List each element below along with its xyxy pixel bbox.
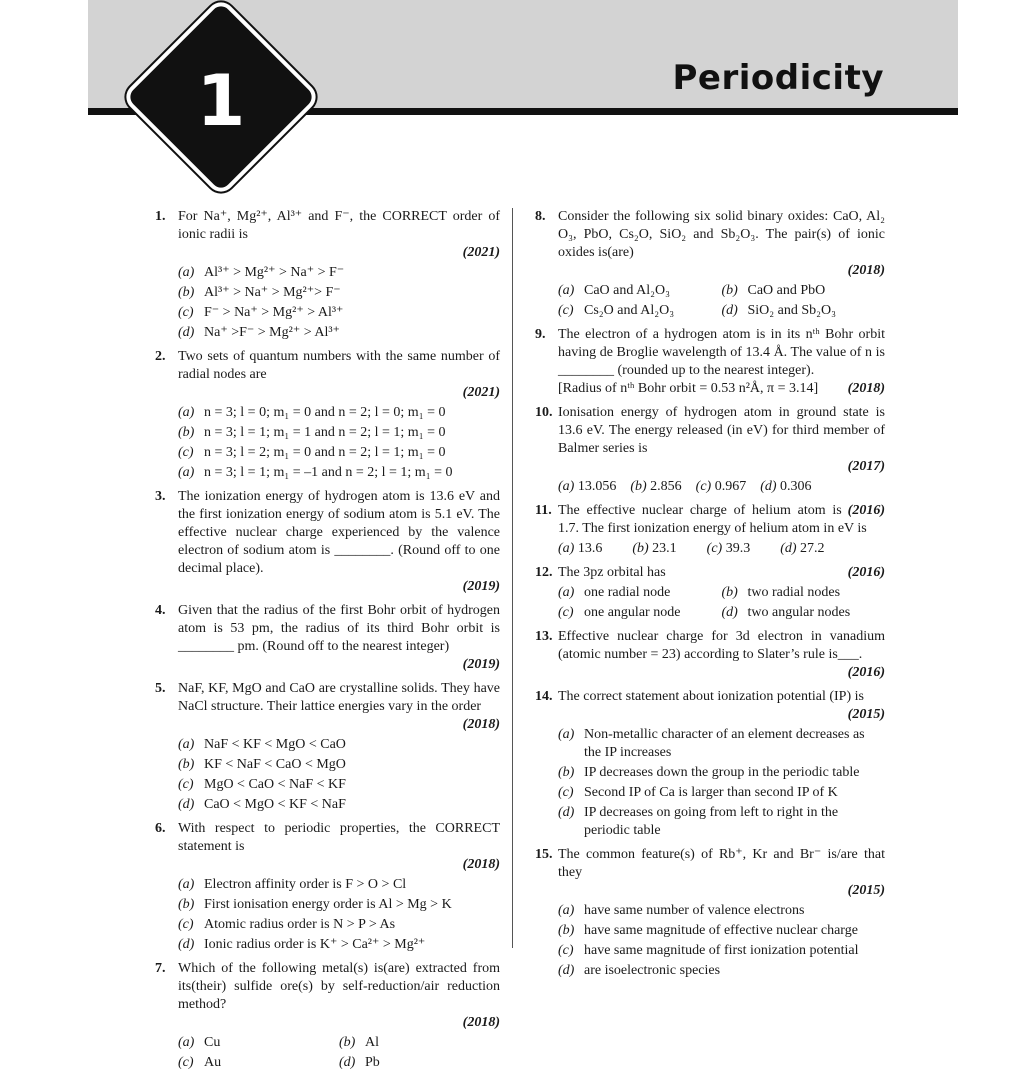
option-c[interactable]: (c) Second IP of Ca is larger than second IP of K <box>558 785 838 800</box>
option-c[interactable]: (c) have same magnitude of first ionization potential <box>558 943 859 958</box>
option-b[interactable]: (b) n = 3; l = 1; m₁ = 1 and n = 2; l = 1; m₁ = 0 <box>178 425 446 440</box>
option-a[interactable]: (a) CaO and Al₂O₃ <box>558 283 670 298</box>
question-text: The common feature(s) of Rb⁺, Kr and Br⁻ is/are that they <box>558 847 885 880</box>
option-c[interactable]: (c) MgO < CaO < NaF < KF <box>178 777 346 792</box>
option-a[interactable]: (a) Non-metallic character of an element decreases as the IP increases <box>558 727 865 760</box>
question-text: Ionisation energy of hydrogen atom in ground state is 13.6 eV. The energy released (in eV) for third member of Balmer series is <box>558 405 885 456</box>
question-number: 10. <box>535 405 553 420</box>
question-year: (2018) <box>847 263 885 278</box>
question-year: (2015) <box>847 883 885 898</box>
options-row <box>178 1054 500 1072</box>
question-formula: (2018) [Radius of nᵗʰ Bohr orbit = 0.53 n²Å, π = 3.14] <box>558 381 885 396</box>
question-number: 2. <box>155 349 166 364</box>
question-number: 9. <box>535 327 546 342</box>
option-a[interactable]: (a) Electron affinity order is F > O > Cl <box>178 877 407 892</box>
option-d[interactable]: (d) Pb <box>339 1055 380 1070</box>
question-2 <box>155 348 500 482</box>
question-text: (2016) The effective nuclear charge of helium atom is 1.7. The first ionization energy of helium atom in eV is <box>558 503 885 536</box>
option-a[interactable]: (a) n = 3; l = 0; m₁ = 0 and n = 2; l = 0; m₁ = 0 <box>178 405 446 420</box>
option-a-repeat[interactable]: (a) n = 3; l = 1; m₁ = –1 and n = 2; l = 1; m₁ = 0 <box>178 465 453 480</box>
option-b[interactable]: (b) IP decreases down the group in the periodic table <box>558 765 860 780</box>
option-c[interactable]: (c) Au <box>178 1055 222 1070</box>
question-year: (2021) <box>462 385 500 400</box>
question-text: The ionization energy of hydrogen atom is 13.6 eV and the first ionization energy of sodium atom is 5.1 eV. The effective nuclear charge experienced by the valence electron of sodium atom is ________. (Round off to one decimal place). <box>178 489 500 576</box>
option-a[interactable]: (a) 13.6 <box>558 541 603 556</box>
question-number: 6. <box>155 821 166 836</box>
option-b[interactable]: (b) CaO and PbO <box>721 283 826 298</box>
question-year: (2018) <box>462 1015 500 1030</box>
option-a[interactable]: (a) one radial node <box>558 585 671 600</box>
question-5 <box>155 680 500 814</box>
option-b[interactable]: (b) 23.1 <box>632 541 677 556</box>
option-d[interactable]: (d) 27.2 <box>780 541 825 556</box>
question-number: 7. <box>155 961 166 976</box>
options-row <box>558 478 885 496</box>
question-number: 14. <box>535 689 553 704</box>
question-number: 3. <box>155 489 166 504</box>
option-b[interactable]: (b) Al <box>339 1035 379 1050</box>
option-c[interactable]: (c) Cs₂O and Al₂O₃ <box>558 303 675 318</box>
option-c[interactable]: (c) 0.967 <box>695 479 747 494</box>
option-c[interactable]: (c) 39.3 <box>706 541 751 556</box>
question-year: (2018) <box>462 717 500 732</box>
question-number: 4. <box>155 603 166 618</box>
options-row <box>558 604 885 622</box>
question-12 <box>535 564 885 622</box>
question-number: 13. <box>535 629 553 644</box>
question-7 <box>155 960 500 1072</box>
question-9 <box>535 326 885 398</box>
option-c[interactable]: (c) Atomic radius order is N > P > As <box>178 917 396 932</box>
question-text: The correct statement about ionization potential (IP) is <box>558 689 864 704</box>
option-d[interactable]: (d) are isoelectronic species <box>558 963 721 978</box>
question-14 <box>535 688 885 840</box>
option-b[interactable]: (b) have same magnitude of effective nuclear charge <box>558 923 858 938</box>
question-4 <box>155 602 500 674</box>
option-a[interactable]: (a) 13.056 <box>558 479 617 494</box>
question-year: (2019) <box>462 579 500 594</box>
options-row <box>558 302 885 320</box>
question-year: (2019) <box>462 657 500 672</box>
option-d[interactable]: (d) SiO₂ and Sb₂O₃ <box>721 303 837 318</box>
option-a[interactable]: (a) Al³⁺ > Mg²⁺ > Na⁺ > F⁻ <box>178 265 345 280</box>
question-text: Two sets of quantum numbers with the same number of radial nodes are <box>178 349 500 382</box>
option-d[interactable]: (d) two angular nodes <box>721 605 851 620</box>
question-text: NaF, KF, MgO and CaO are crystalline solids. They have NaCl structure. Their lattice energies vary in the order <box>178 681 500 714</box>
chapter-number: 1 <box>196 60 246 142</box>
question-8 <box>535 208 885 320</box>
question-number: 5. <box>155 681 166 696</box>
question-6 <box>155 820 500 954</box>
question-text: (2016) The 3pz orbital has <box>558 565 885 580</box>
question-text: With respect to periodic properties, the CORRECT statement is <box>178 821 500 854</box>
question-text: Given that the radius of the first Bohr orbit of hydrogen atom is 53 pm, the radius of its third Bohr orbit is ________ pm. (Round off to the nearest integer) <box>178 603 500 654</box>
option-b[interactable]: (b) First ionisation energy order is Al > Mg > K <box>178 897 452 912</box>
question-year: (2016) <box>847 503 885 518</box>
left-column <box>155 208 500 1078</box>
question-number: 12. <box>535 565 553 580</box>
question-text: Consider the following six solid binary oxides: CaO, Al₂ O₃, PbO, Cs₂O, SiO₂ and Sb₂O₃. The pair(s) of ionic oxides is(are) <box>558 209 885 260</box>
question-10 <box>535 404 885 496</box>
option-a[interactable]: (a) have same number of valence electrons <box>558 903 805 918</box>
question-13 <box>535 628 885 682</box>
question-year: (2021) <box>462 245 500 260</box>
question-number: 8. <box>535 209 546 224</box>
option-c[interactable]: (c) one angular node <box>558 605 681 620</box>
column-divider <box>512 208 513 948</box>
option-d[interactable]: (d) Ionic radius order is K⁺ > Ca²⁺ > Mg²⁺ <box>178 937 426 952</box>
question-11 <box>535 502 885 558</box>
option-b[interactable]: (b) KF < NaF < CaO < MgO <box>178 757 346 772</box>
option-d[interactable]: (d) 0.306 <box>760 479 812 494</box>
question-year: (2016) <box>847 665 885 680</box>
question-text: The electron of a hydrogen atom is in its nᵗʰ Bohr orbit having de Broglie wavelength of 13.4 Å. The value of n is ________ (rounded up to the nearest integer). <box>558 327 885 378</box>
option-a[interactable]: (a) NaF < KF < MgO < CaO <box>178 737 346 752</box>
option-d[interactable]: (d) Na⁺ >F⁻ > Mg²⁺ > Al³⁺ <box>178 325 340 340</box>
options-row <box>178 1034 500 1052</box>
option-b[interactable]: (b) Al³⁺ > Na⁺ > Mg²⁺> F⁻ <box>178 285 341 300</box>
question-year: (2018) <box>462 857 500 872</box>
option-c[interactable]: (c) n = 3; l = 2; m₁ = 0 and n = 2; l = 1; m₁ = 0 <box>178 445 446 460</box>
option-d[interactable]: (d) CaO < MgO < KF < NaF <box>178 797 346 812</box>
option-d[interactable]: (d) IP decreases on going from left to right in the periodic table <box>558 805 839 838</box>
options-row <box>558 584 885 602</box>
option-b[interactable]: (b) 2.856 <box>630 479 682 494</box>
question-number: 1. <box>155 209 166 224</box>
question-text: Which of the following metal(s) is(are) extracted from its(their) sulfide ore(s) by self-reduction/air reduction method? <box>178 961 500 1012</box>
question-number: 15. <box>535 847 553 862</box>
question-year: (2018) <box>847 381 885 396</box>
question-year: (2016) <box>847 565 885 580</box>
question-15 <box>535 846 885 980</box>
right-column <box>535 208 885 986</box>
question-text: Effective nuclear charge for 3d electron in vanadium (atomic number = 23) according to Slater’s rule is___. <box>558 629 885 662</box>
option-b[interactable]: (b) two radial nodes <box>721 585 841 600</box>
question-3 <box>155 488 500 596</box>
option-c[interactable]: (c) F⁻ > Na⁺ > Mg²⁺ > Al³⁺ <box>178 305 344 320</box>
chapter-title: Periodicity <box>672 58 884 98</box>
question-text: For Na⁺, Mg²⁺, Al³⁺ and F⁻, the CORRECT order of ionic radii is <box>178 209 500 242</box>
question-year: (2015) <box>847 707 885 722</box>
options-row <box>558 540 885 558</box>
option-a[interactable]: (a) Cu <box>178 1035 221 1050</box>
question-1 <box>155 208 500 342</box>
question-year: (2017) <box>847 459 885 474</box>
question-number: 11. <box>535 503 552 518</box>
options-row <box>558 282 885 300</box>
